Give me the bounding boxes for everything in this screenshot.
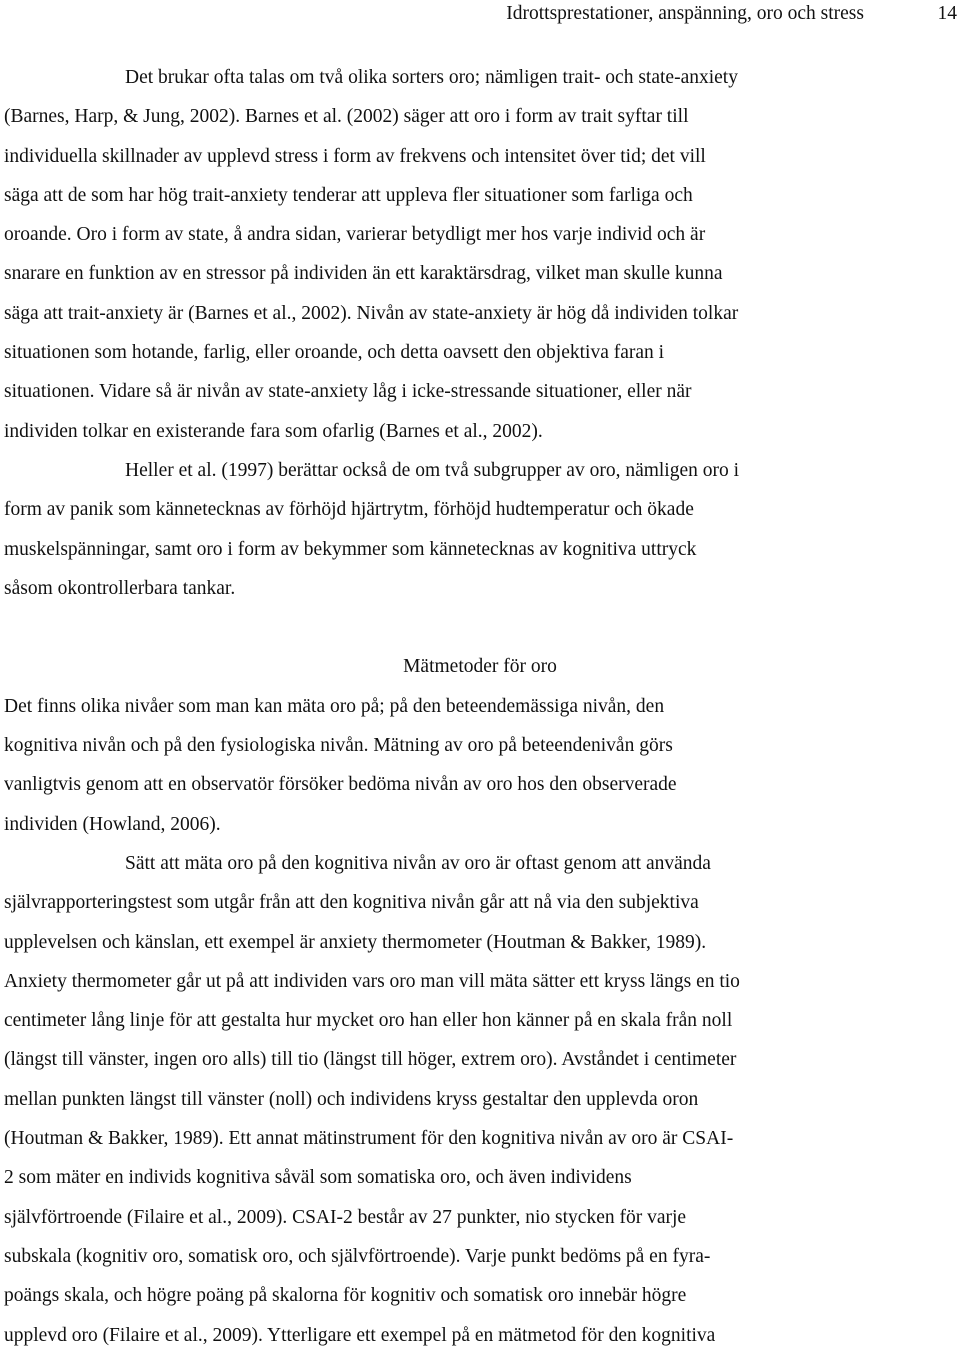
text-line: Anxiety thermometer går ut på att individen vars oro man vill mäta sätter ett kryss längs en tio	[4, 970, 740, 992]
text-line: självförtroende (Filaire et al., 2009). CSAI-2 består av 27 punkter, nio stycken för varje	[4, 1206, 687, 1228]
text-line: situationen. Vidare så är nivån av state-anxiety låg i icke-stressande situationer, eller när	[4, 381, 692, 403]
text-line: oroande. Oro i form av state, å andra sidan, varierar betydligt mer hos varje individ och är	[4, 224, 706, 246]
text-line: säga att trait-anxiety är (Barnes et al., 2002). Nivån av state-anxiety är hög då individen tolkar	[4, 302, 739, 324]
text-line: form av panik som kännetecknas av förhöjd hjärtrytm, förhöjd hudtemperatur och ökade	[4, 499, 694, 521]
text-line: (Houtman & Bakker, 1989). Ett annat mätinstrument för den kognitiva nivån av oro är CSAI-	[4, 1128, 734, 1150]
text-line: såsom okontrollerbara tankar.	[4, 577, 236, 599]
text-line: centimeter lång linje för att gestalta hur mycket oro han eller hon känner på en skala från noll	[4, 1010, 733, 1032]
text-line: individuella skillnader av upplevd stress i form av frekvens och intensitet över tid; det vill	[4, 145, 706, 167]
body-text	[4, 58, 956, 1355]
page-header	[0, 0, 960, 30]
text-line: subskala (kognitiv oro, somatisk oro, och självförtroende). Varje punkt bedöms på en fyra-	[4, 1245, 711, 1267]
text-line: situationen som hotande, farlig, eller oroande, och detta oavsett den objektiva faran i	[4, 342, 665, 364]
blank-line	[4, 608, 956, 647]
text-line: Heller et al. (1997) berättar också de om två subgrupper av oro, nämligen oro i	[125, 459, 740, 481]
text-line: mellan punkten längst till vänster (noll) och individens kryss gestaltar den upplevda oron	[4, 1088, 699, 1110]
text-line: (längst till vänster, ingen oro alls) till tio (längst till höger, extrem oro). Avståndet i centimeter	[4, 1049, 737, 1071]
running-head: Idrottsprestationer, anspänning, oro och stress	[506, 3, 864, 24]
text-line: Sätt att mäta oro på den kognitiva nivån av oro är oftast genom att använda	[125, 852, 711, 874]
text-line: självrapporteringstest som utgår från att den kognitiva nivån går att nå via den subjektiva	[4, 892, 699, 914]
text-line: Det finns olika nivåer som man kan mäta oro på; på den beteendemässiga nivån, den	[4, 695, 665, 717]
text-line: kognitiva nivån och på den fysiologiska nivån. Mätning av oro på beteendenivån görs	[4, 735, 673, 757]
text-line: muskelspänningar, samt oro i form av bekymmer som kännetecknas av kognitiva uttryck	[4, 538, 697, 560]
text-line: individen tolkar en existerande fara som ofarlig (Barnes et al., 2002).	[4, 420, 543, 442]
text-line: säga att de som har hög trait-anxiety tenderar att uppleva fler situationer som farliga och	[4, 184, 693, 206]
text-line: upplevelsen och känslan, ett exempel är anxiety thermometer (Houtman & Bakker, 1989).	[4, 931, 707, 953]
text-line: vanligtvis genom att en observatör försöker bedöma nivån av oro hos den observerade	[4, 774, 677, 796]
text-line: poängs skala, och högre poäng på skalorna för kognitiv och somatisk oro innebär högre	[4, 1285, 687, 1307]
text-line: Det brukar ofta talas om två olika sorters oro; nämligen trait- och state-anxiety	[125, 67, 738, 88]
text-line: upplevd oro (Filaire et al., 2009). Ytterligare ett exempel på en mätmetod för den kognitiva	[4, 1324, 716, 1346]
page-number: 14	[937, 3, 957, 24]
text-line: snarare en funktion av en stressor på individen än ett karaktärsdrag, vilket man skulle kunna	[4, 263, 723, 285]
text-line: (Barnes, Harp, & Jung, 2002). Barnes et al. (2002) säger att oro i form av trait syftar till	[4, 106, 689, 128]
section-heading: Mätmetoder för oro	[403, 656, 557, 678]
text-line: individen (Howland, 2006).	[4, 813, 221, 835]
text-line: 2 som mäter en individs kognitiva såväl som somatiska oro, och även individens	[4, 1167, 632, 1189]
